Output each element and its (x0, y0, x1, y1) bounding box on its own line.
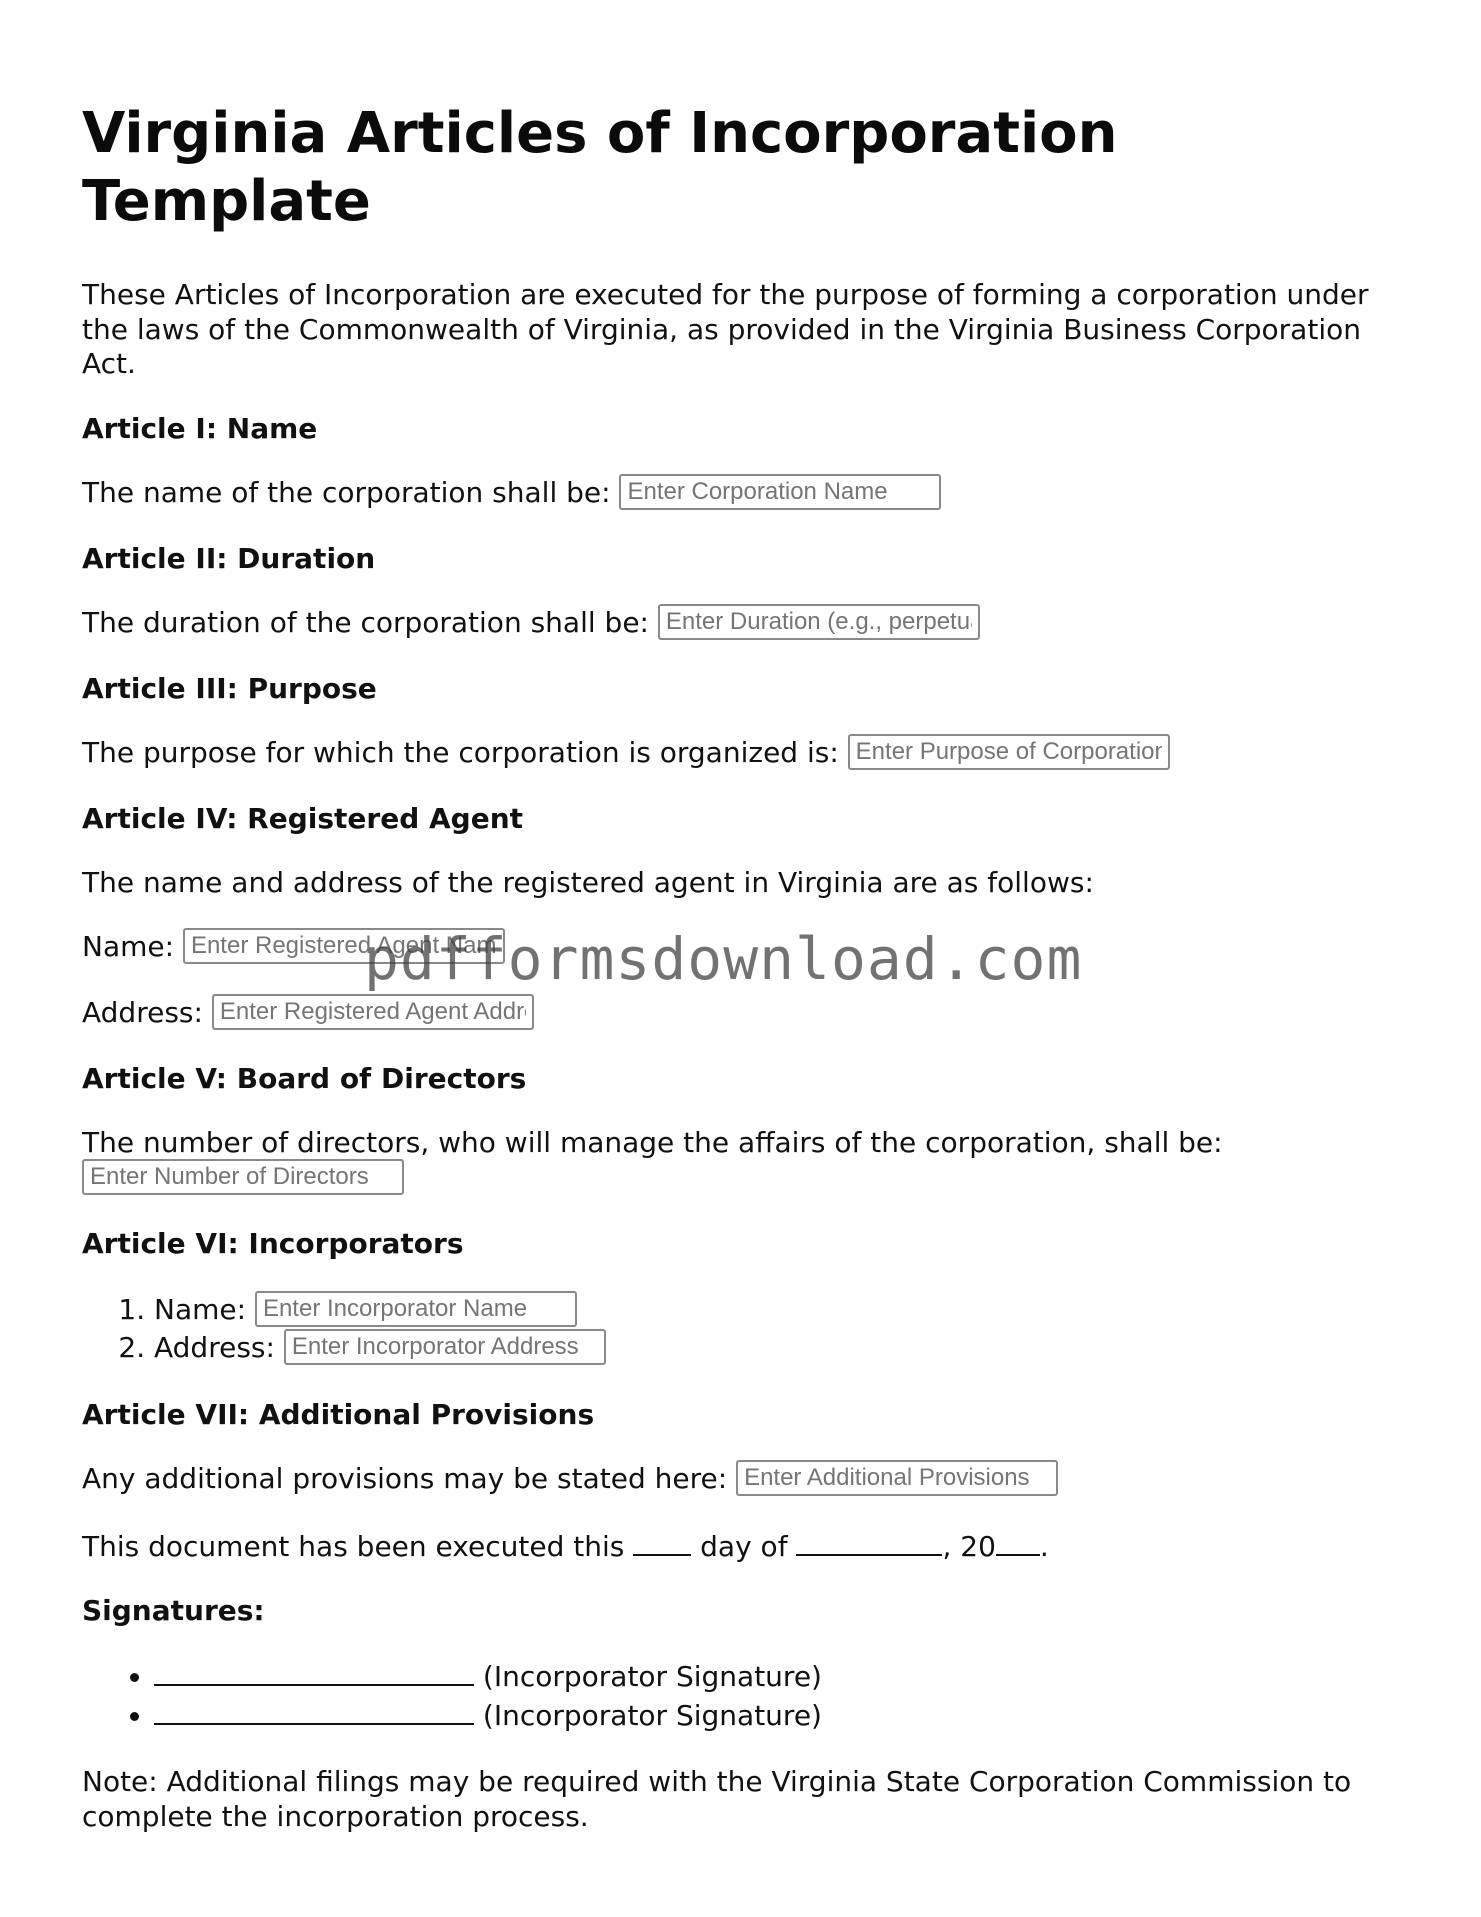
registered-agent-address-line (82, 996, 1402, 1032)
execution-month-blank (796, 1528, 942, 1556)
note-paragraph: Note: Additional filings may be required with the Virginia State Corporation Commission to complete the incorporation process. (82, 1765, 1352, 1833)
signature-caption: (Incorporator Signature) (482, 1660, 822, 1693)
execution-line (82, 1528, 1402, 1565)
article-5-line (82, 1126, 1402, 1197)
execution-year-blank (996, 1528, 1040, 1556)
registered-agent-name-input[interactable] (183, 928, 505, 964)
signature-line (154, 1658, 474, 1686)
article-4-text: The name and address of the registered agent in Virginia are as follows: (82, 865, 1094, 899)
article-2-text: The duration of the corporation shall be: (82, 605, 649, 639)
article-2-line (82, 606, 1402, 642)
article-7-text: Any additional provisions may be stated here: (82, 1461, 728, 1495)
incorporator-name-label: Name: (154, 1292, 247, 1326)
signatures-list (82, 1658, 1402, 1735)
registered-agent-address-input[interactable] (212, 994, 534, 1030)
incorporator-address-label: Address: (154, 1331, 275, 1364)
article-3-heading: Article III: Purpose (82, 671, 377, 705)
list-item (154, 1329, 1402, 1368)
article-6-heading: Article VI: Incorporators (82, 1226, 464, 1260)
list-item (154, 1658, 1402, 1697)
incorporator-address-input[interactable] (284, 1329, 606, 1365)
watermark: pdfformsdownload.com (364, 925, 1083, 993)
registered-agent-name-line (82, 930, 1402, 966)
article-7-line (82, 1462, 1402, 1498)
article-1-heading: Article I: Name (82, 411, 318, 445)
number-of-directors-input[interactable] (82, 1159, 404, 1195)
execution-day-blank (633, 1528, 691, 1556)
article-5-text: The number of directors, who will manage the affairs of the corporation, shall be: (82, 1126, 1223, 1159)
registered-agent-address-label: Address: (82, 996, 203, 1029)
execution-text-2: day of (700, 1529, 788, 1563)
execution-text-1: This document has been executed this (82, 1529, 625, 1563)
article-2-heading: Article II: Duration (82, 541, 376, 575)
signatures-heading: Signatures: (82, 1594, 265, 1627)
article-1-text: The name of the corporation shall be: (82, 475, 611, 509)
document-page (82, 100, 1402, 1834)
incorporators-list (82, 1291, 1402, 1368)
list-item (154, 1291, 1402, 1330)
execution-text-4: . (1039, 1529, 1049, 1563)
list-item (154, 1697, 1402, 1736)
signature-line (154, 1697, 474, 1725)
intro-paragraph: These Articles of Incorporation are executed for the purpose of forming a corporation under the laws of the Commonwealth of Virginia, as provided in the Virginia Business Corporation Act. (82, 278, 1369, 380)
incorporator-name-input[interactable] (255, 1291, 577, 1327)
duration-input[interactable] (658, 604, 980, 640)
execution-text-3: , 20 (942, 1529, 996, 1563)
registered-agent-name-label: Name: (82, 930, 175, 963)
page-title: Virginia Articles of Incorporation Template (82, 101, 1118, 234)
additional-provisions-input[interactable] (736, 1460, 1058, 1496)
article-1-line (82, 476, 1402, 512)
article-5-heading: Article V: Board of Directors (82, 1062, 527, 1095)
article-3-line (82, 736, 1402, 772)
article-7-heading: Article VII: Additional Provisions (82, 1397, 595, 1431)
corporation-name-input[interactable] (619, 474, 941, 510)
article-4-heading: Article IV: Registered Agent (82, 801, 524, 835)
signature-caption: (Incorporator Signature) (482, 1698, 822, 1732)
article-3-text: The purpose for which the corporation is organized is: (82, 735, 839, 769)
purpose-input[interactable] (848, 734, 1170, 770)
